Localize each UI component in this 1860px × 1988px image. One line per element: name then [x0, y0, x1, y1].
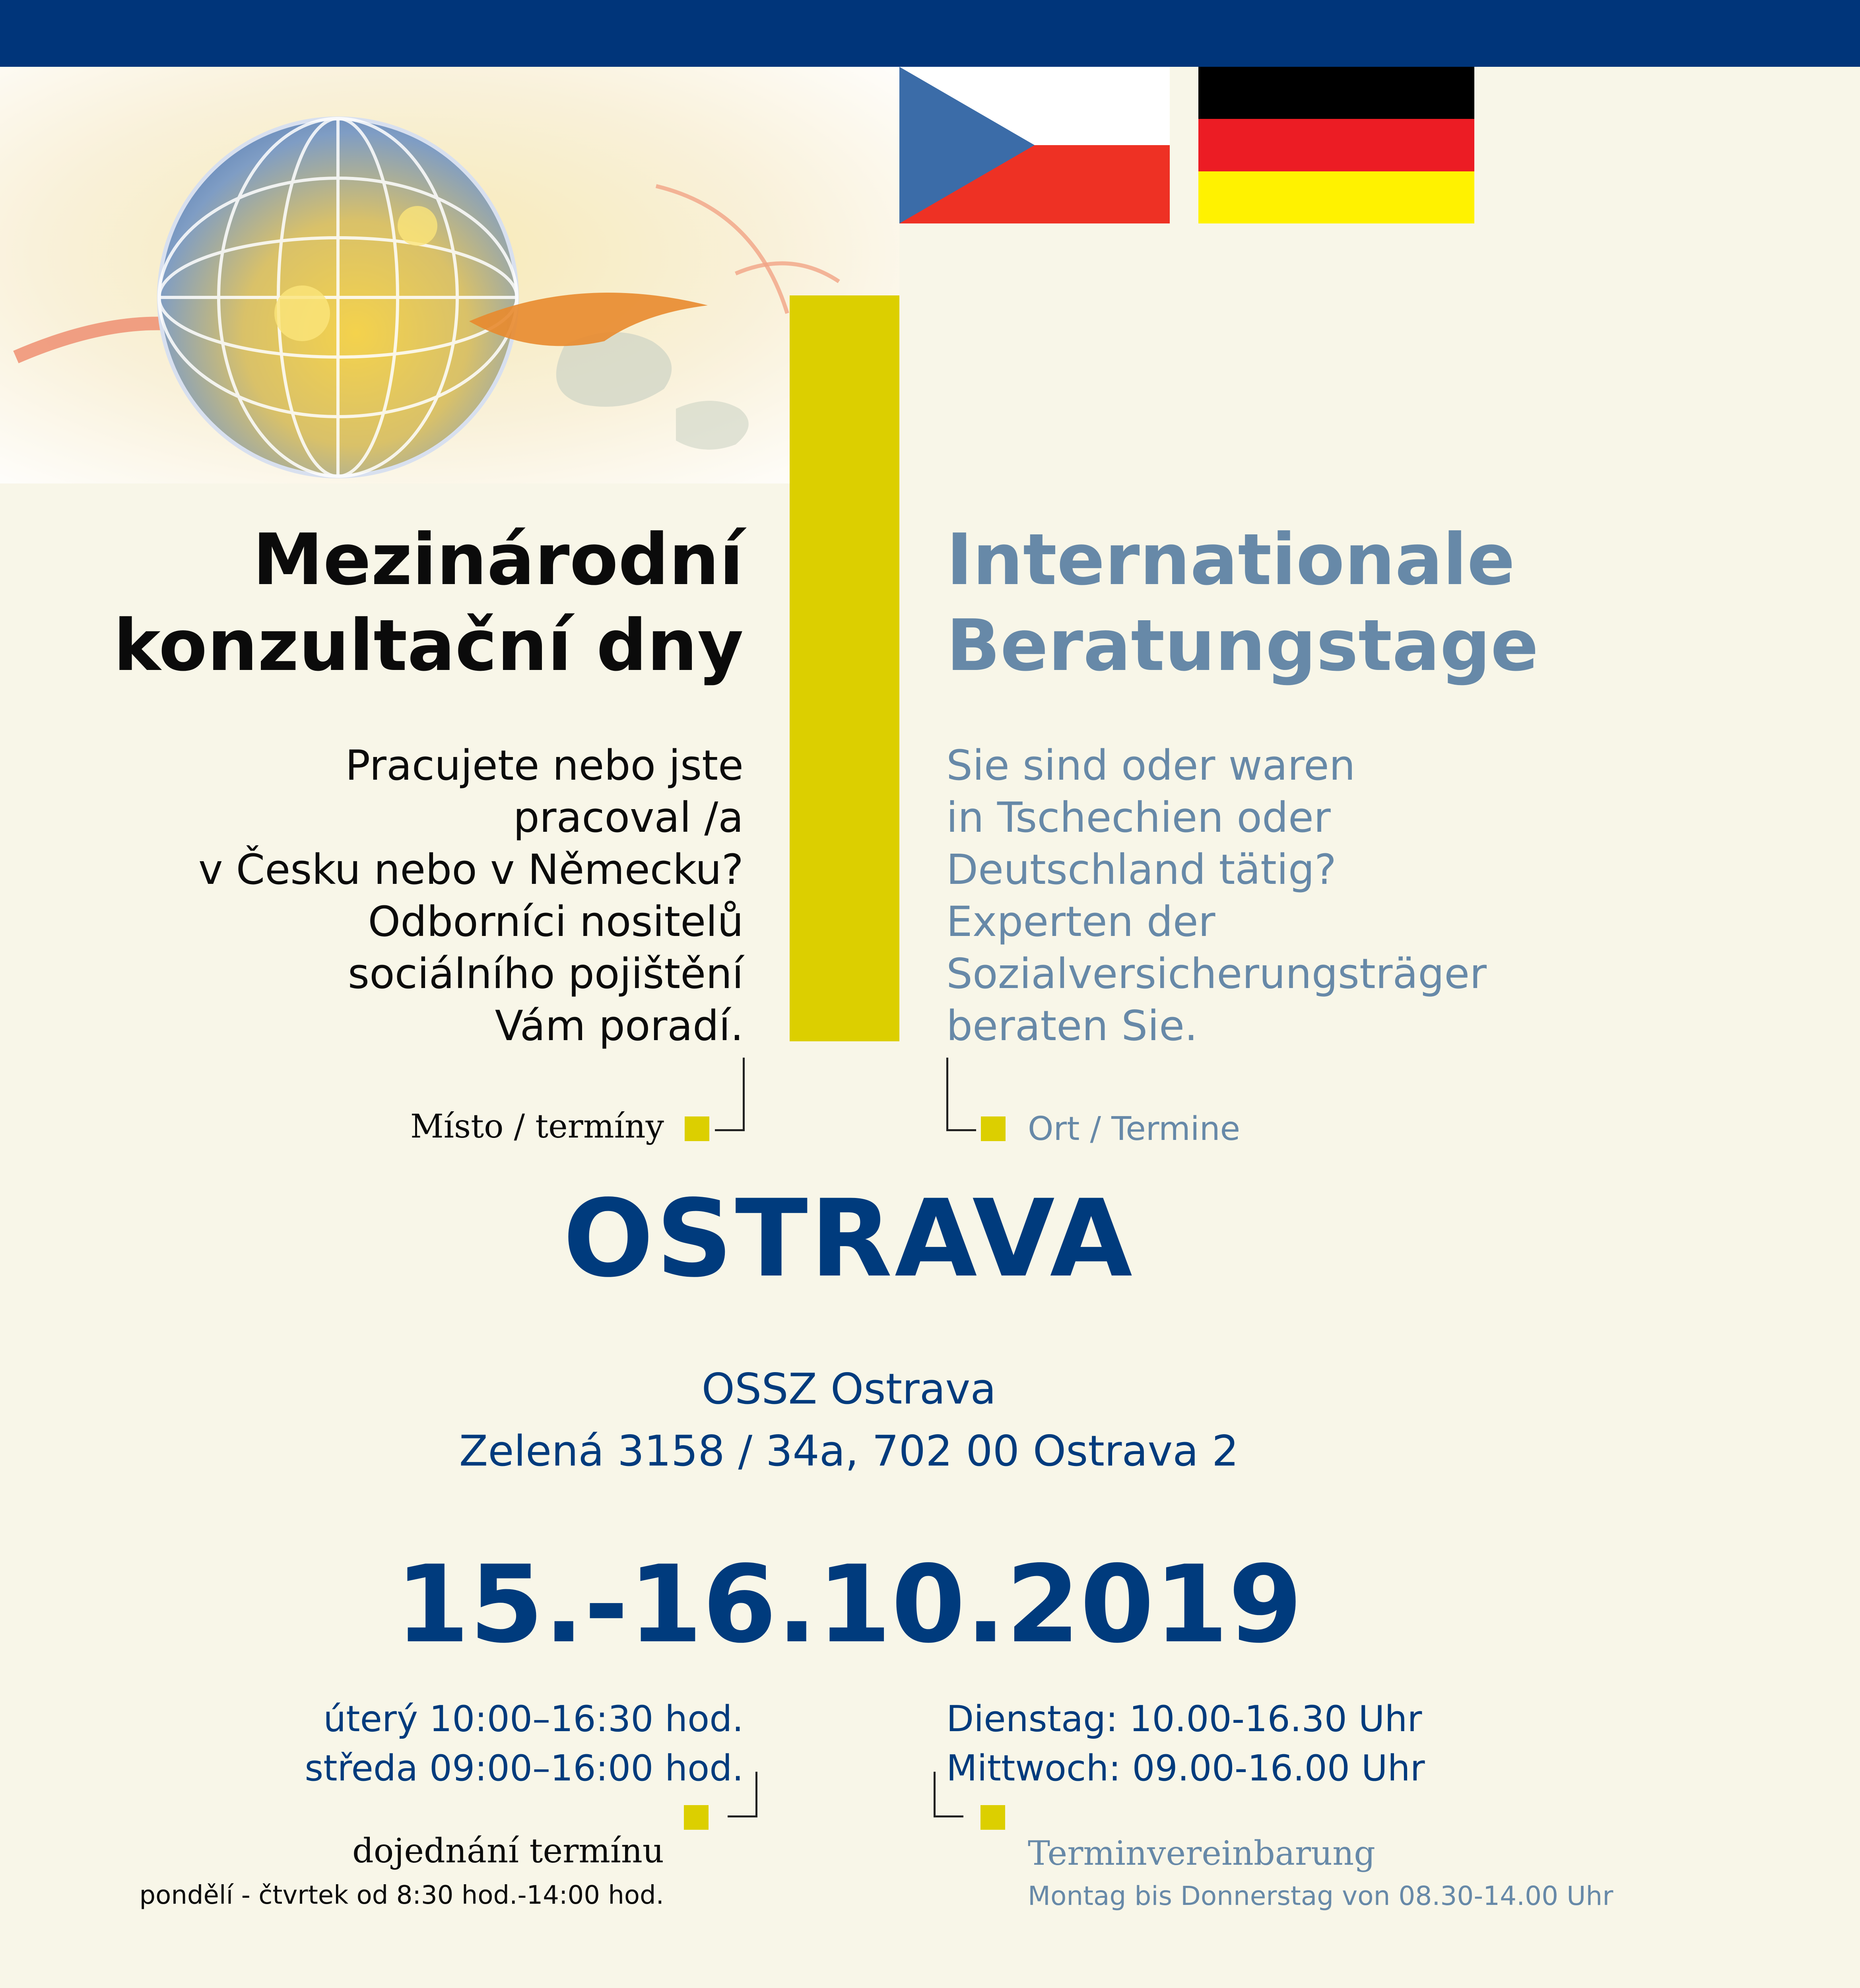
de-appointment-hours: Montag bis Donnerstag von 08.30-14.00 Uhr: [1028, 1881, 1613, 1911]
de-title-line2: Beratungstage: [946, 604, 1539, 687]
de-hours: [946, 1695, 1742, 1793]
de-place-connector: [946, 1058, 976, 1131]
de-intro-line: Deutschland tätig?: [946, 845, 1337, 894]
cz-title-line1: Mezinárodní: [252, 518, 744, 601]
czech-flag: [899, 67, 1170, 223]
cz-intro: [80, 740, 744, 1052]
de-hours-line: Mittwoch: 09.00-16.00 Uhr: [946, 1747, 1425, 1789]
cz-appointment-hours: pondělí - čtvrtek od 8:30 hod.-14:00 hod.: [139, 1881, 664, 1910]
yellow-divider-bar: [790, 295, 899, 1041]
cz-hours-line: středa 09:00–16:00 hod.: [305, 1747, 744, 1789]
cz-intro-line: v Česku nebo v Německu?: [198, 845, 744, 894]
cz-intro-line: pracoval /a: [513, 793, 744, 842]
globe-icon: [0, 67, 899, 483]
globe-illustration: [0, 67, 899, 483]
cz-appointment-marker: [684, 1805, 709, 1830]
de-appointment-marker: [980, 1805, 1005, 1830]
cz-place-marker: [685, 1116, 709, 1141]
de-appointment-connector: [934, 1772, 963, 1817]
top-bar: [0, 0, 1860, 67]
de-title: [946, 517, 1742, 689]
cz-place-connector: [715, 1058, 745, 1131]
de-intro-line: beraten Sie.: [946, 1002, 1198, 1050]
de-place-label: Ort / Termine: [1028, 1110, 1241, 1148]
event-address: Zelená 3158 / 34a, 702 00 Ostrava 2: [459, 1427, 1239, 1475]
cz-hours-line: úterý 10:00–16:30 hod.: [323, 1698, 744, 1740]
cz-intro-line: Vám poradí.: [495, 1002, 744, 1050]
de-title-line1: Internationale: [946, 518, 1515, 601]
event-venue: OSSZ Ostrava: [701, 1365, 996, 1413]
de-intro-line: Sozialversicherungsträger: [946, 949, 1487, 998]
event-city: OSTRAVA: [563, 1177, 1135, 1301]
de-intro-line: Experten der: [946, 897, 1215, 946]
de-appointment-label: Terminvereinbarung: [1028, 1834, 1375, 1873]
cz-intro-line: Pracujete nebo jste: [345, 741, 744, 790]
de-intro: [946, 740, 1742, 1052]
de-intro-line: in Tschechien oder: [946, 793, 1331, 842]
german-flag: [1198, 67, 1474, 223]
de-hours-line: Dienstag: 10.00-16.30 Uhr: [946, 1698, 1422, 1740]
cz-appointment-label: dojednání termínu: [352, 1831, 664, 1870]
cz-intro-line: Odborníci nositelů: [368, 897, 744, 946]
de-place-marker: [981, 1116, 1006, 1141]
de-intro-line: Sie sind oder waren: [946, 741, 1355, 790]
cz-appointment-connector: [728, 1772, 757, 1817]
cz-intro-line: sociálního pojištění: [348, 949, 744, 998]
cz-place-label: Místo / termíny: [410, 1108, 664, 1145]
event-date: 15.-16.10.2019: [395, 1543, 1303, 1667]
cz-title: [80, 517, 744, 689]
cz-title-line2: konzultační dny: [113, 604, 744, 687]
cz-hours: [119, 1695, 744, 1793]
